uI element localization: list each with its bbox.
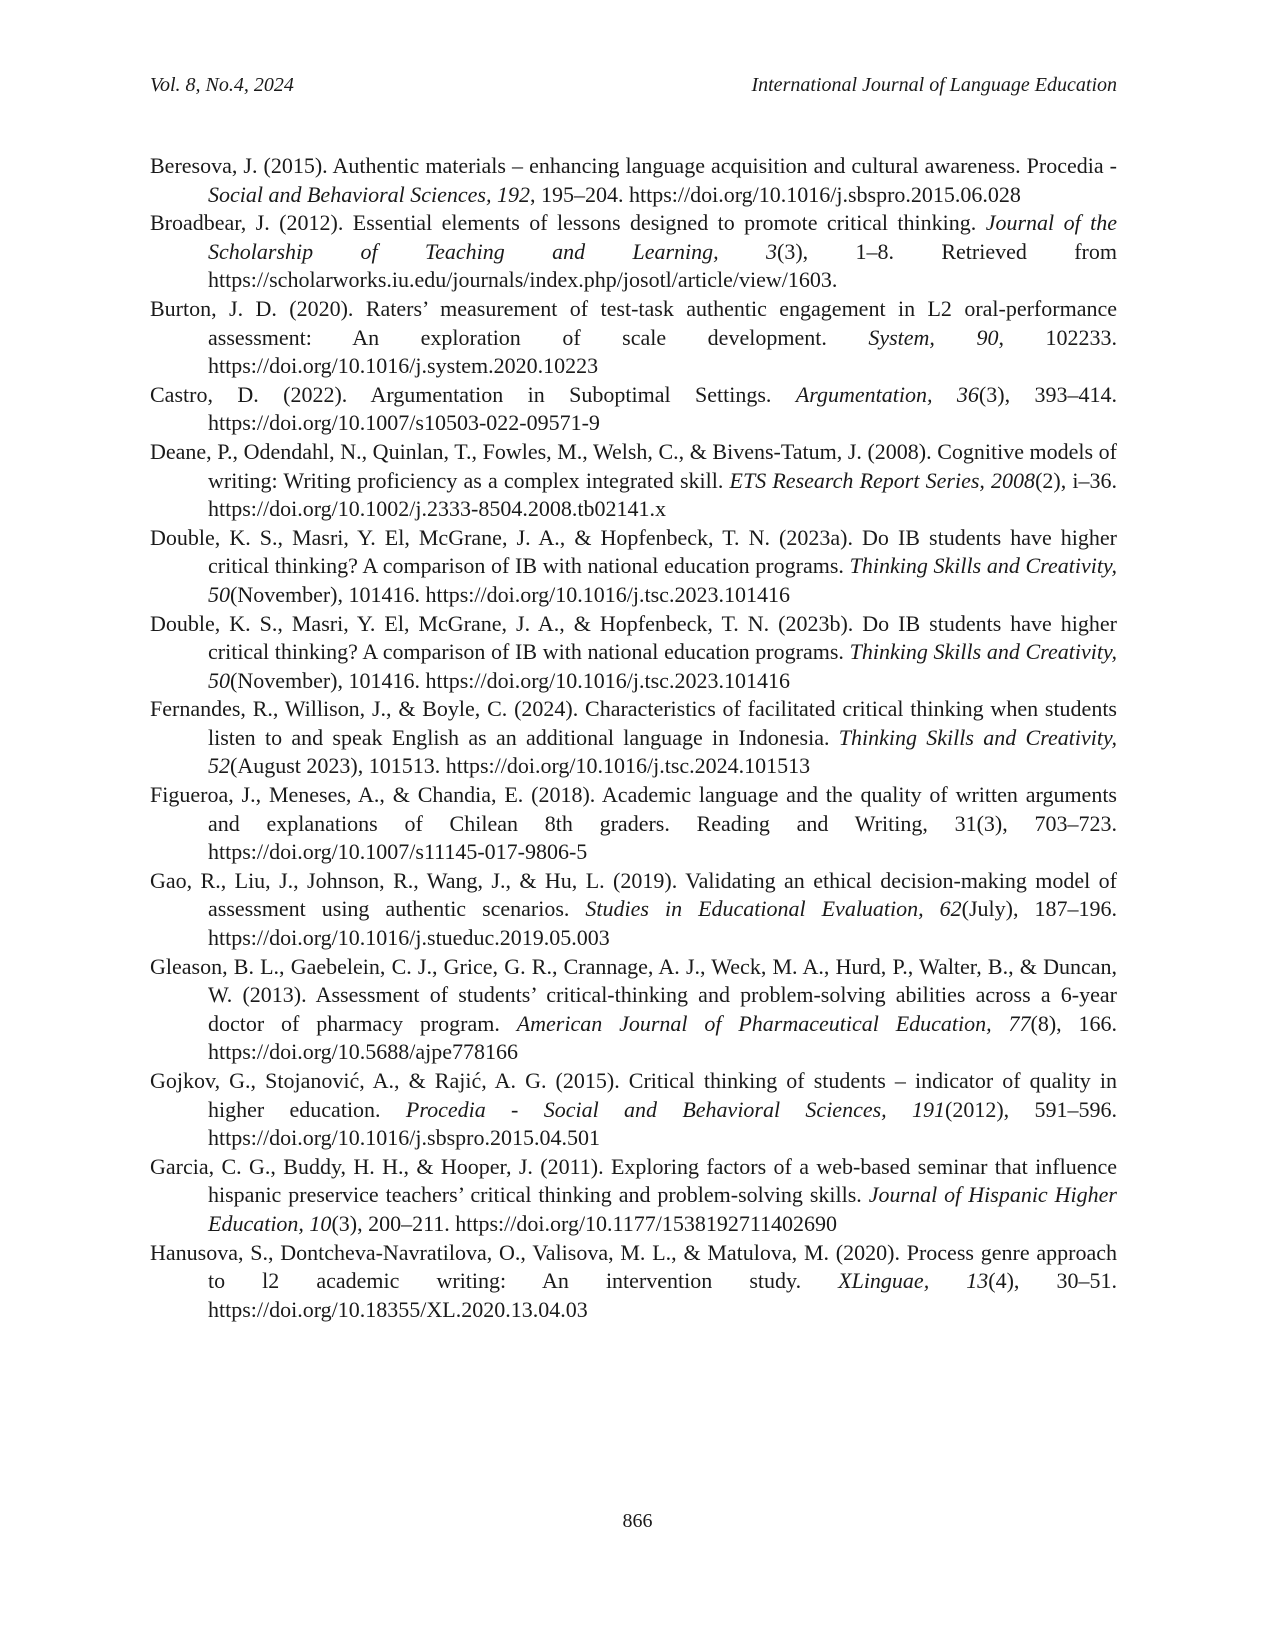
reference-entry <box>150 1067 1117 1153</box>
reference-text: Figueroa, J., Meneses, A., & Chandia, E. (2018). Academic language and the quality of written arguments and explanations of Chilean 8th graders. Reading and Writing, 31(3), 703–723. https://doi.org/10.1007/s11145-017-9806-5 <box>150 782 1117 865</box>
reference-details: (3), 393–414. https://doi.org/10.1007/s10503-022-09571-9 <box>208 381 1117 436</box>
reference-entry <box>150 209 1117 295</box>
reference-source: Journal of Hispanic Higher Education, 10 <box>208 1182 1117 1236</box>
reference-details: (3), 1–8. Retrieved from https://scholarworks.iu.edu/journals/index.php/josotl/article/view/1603. <box>208 238 1117 293</box>
reference-text: Hanusova, S., Dontcheva-Navratilova, O., Valisova, M. L., & Matulova, M. (2020). Process genre approach to l2 academic writing: An intervention study. <box>150 1239 1117 1294</box>
reference-source: Procedia - Social and Behavioral Sciences, 191 <box>405 1096 945 1122</box>
reference-source: Journal of the Scholarship of Teaching and Learning, 3 <box>208 210 1117 264</box>
reference-entry <box>150 381 1117 438</box>
reference-text: Garcia, C. G., Buddy, H. H., & Hooper, J. (2011). Exploring factors of a web-based seminar that influence hispanic preservice teachers’ critical thinking and problem-solving skills. <box>150 1153 1117 1208</box>
reference-source: Studies in Educational Evaluation, 62 <box>585 896 962 922</box>
reference-source: Thinking Skills and Creativity, 52 <box>208 724 1117 779</box>
reference-details: (November), 101416. https://doi.org/10.1016/j.tsc.2023.101416 <box>230 667 790 693</box>
reference-entry <box>150 1153 1117 1239</box>
reference-details: (2), i–36. https://doi.org/10.1002/j.2333-8504.2008.tb02141.x <box>208 467 1117 522</box>
page-number: 866 <box>622 1510 653 1532</box>
volume-issue: Vol. 8, No.4, 2024 <box>150 74 294 96</box>
reference-entry <box>150 524 1117 610</box>
reference-source: XLinguae, 13 <box>838 1268 989 1294</box>
reference-source: Thinking Skills and Creativity, 50 <box>208 639 1117 693</box>
reference-entry <box>150 781 1117 867</box>
reference-details: (July), 187–196. https://doi.org/10.1016/j.stueduc.2019.05.003 <box>208 896 1117 951</box>
reference-text: Fernandes, R., Willison, J., & Boyle, C. (2024). Characteristics of facilitated critical thinking when students listen to and speak English as an additional language in Indonesia. <box>150 696 1117 750</box>
reference-entry <box>150 953 1117 1067</box>
reference-entry <box>150 867 1117 953</box>
reference-entry <box>150 438 1117 524</box>
reference-entry <box>150 152 1117 209</box>
reference-details: , 195–204. https://doi.org/10.1016/j.sbspro.2015.06.028 <box>529 181 1021 207</box>
reference-source: Thinking Skills and Creativity, 50 <box>208 553 1117 607</box>
reference-text: Gojkov, G., Stojanović, A., & Rajić, A. G. (2015). Critical thinking of students – indicator of quality in higher education. <box>150 1068 1117 1122</box>
reference-text: Beresova, J. (2015). Authentic materials – enhancing language acquisition and cultural awareness. Procedia - <box>150 153 1117 178</box>
reference-source: Social and Behavioral Sciences, 192 <box>208 181 530 207</box>
reference-details: (November), 101416. https://doi.org/10.1016/j.tsc.2023.101416 <box>230 581 790 607</box>
reference-details: (August 2023), 101513. https://doi.org/10.1016/j.tsc.2024.101513 <box>230 753 811 779</box>
reference-text: Gleason, B. L., Gaebelein, C. J., Grice, G. R., Crannage, A. J., Weck, M. A., Hurd, P., Walter, B., & Duncan, W. (2013). Assessment of students’ critical-thinking and problem-solving abilities across a 6-year doctor of pharmacy program. <box>150 953 1117 1036</box>
reference-details: (4), 30–51. https://doi.org/10.18355/XL.2020.13.04.03 <box>208 1268 1117 1322</box>
reference-list <box>150 152 1117 1324</box>
reference-source: American Journal of Pharmaceutical Education, 77 <box>516 1010 1031 1036</box>
reference-text: Burton, J. D. (2020). Raters’ measurement of test-task authentic engagement in L2 oral-performance assessment: An exploration of scale development. <box>150 295 1117 350</box>
journal-title: International Journal of Language Education <box>751 74 1117 96</box>
reference-text: Gao, R., Liu, J., Johnson, R., Wang, J., & Hu, L. (2019). Validating an ethical decision-making model of assessment using authentic scenarios. <box>150 867 1117 922</box>
reference-entry <box>150 610 1117 696</box>
running-header <box>150 74 1117 104</box>
reference-details: , 102233. https://doi.org/10.1016/j.system.2020.10223 <box>208 324 1117 379</box>
reference-entry <box>150 295 1117 381</box>
reference-source: Argumentation, 36 <box>795 381 979 407</box>
reference-text: Castro, D. (2022). Argumentation in Suboptimal Settings. <box>150 381 796 407</box>
reference-text: Deane, P., Odendahl, N., Quinlan, T., Fowles, M., Welsh, C., & Bivens-Tatum, J. (2008). Cognitive models of writing: Writing proficiency as a complex integrated skill. <box>150 438 1117 493</box>
reference-entry <box>150 695 1117 781</box>
reference-text: Broadbear, J. (2012). Essential elements of lessons designed to promote critical thinking. <box>150 210 986 236</box>
reference-details: (8), 166. https://doi.org/10.5688/ajpe778166 <box>208 1010 1118 1065</box>
reference-entry <box>150 1239 1117 1325</box>
reference-text: Double, K. S., Masri, Y. El, McGrane, J. A., & Hopfenbeck, T. N. (2023a). Do IB students have higher critical thinking? A comparison of IB with national education programs. <box>150 524 1117 579</box>
reference-details: (3), 200–211. https://doi.org/10.1177/1538192711402690 <box>331 1210 838 1236</box>
reference-details: (2012), 591–596. https://doi.org/10.1016/j.sbspro.2015.04.501 <box>208 1096 1117 1151</box>
reference-source: System, 90 <box>868 324 999 350</box>
reference-source: ETS Research Report Series, 2008 <box>729 467 1036 493</box>
reference-text: Double, K. S., Masri, Y. El, McGrane, J. A., & Hopfenbeck, T. N. (2023b). Do IB students have higher critical thinking? A comparison of IB with national education programs. <box>150 610 1117 665</box>
